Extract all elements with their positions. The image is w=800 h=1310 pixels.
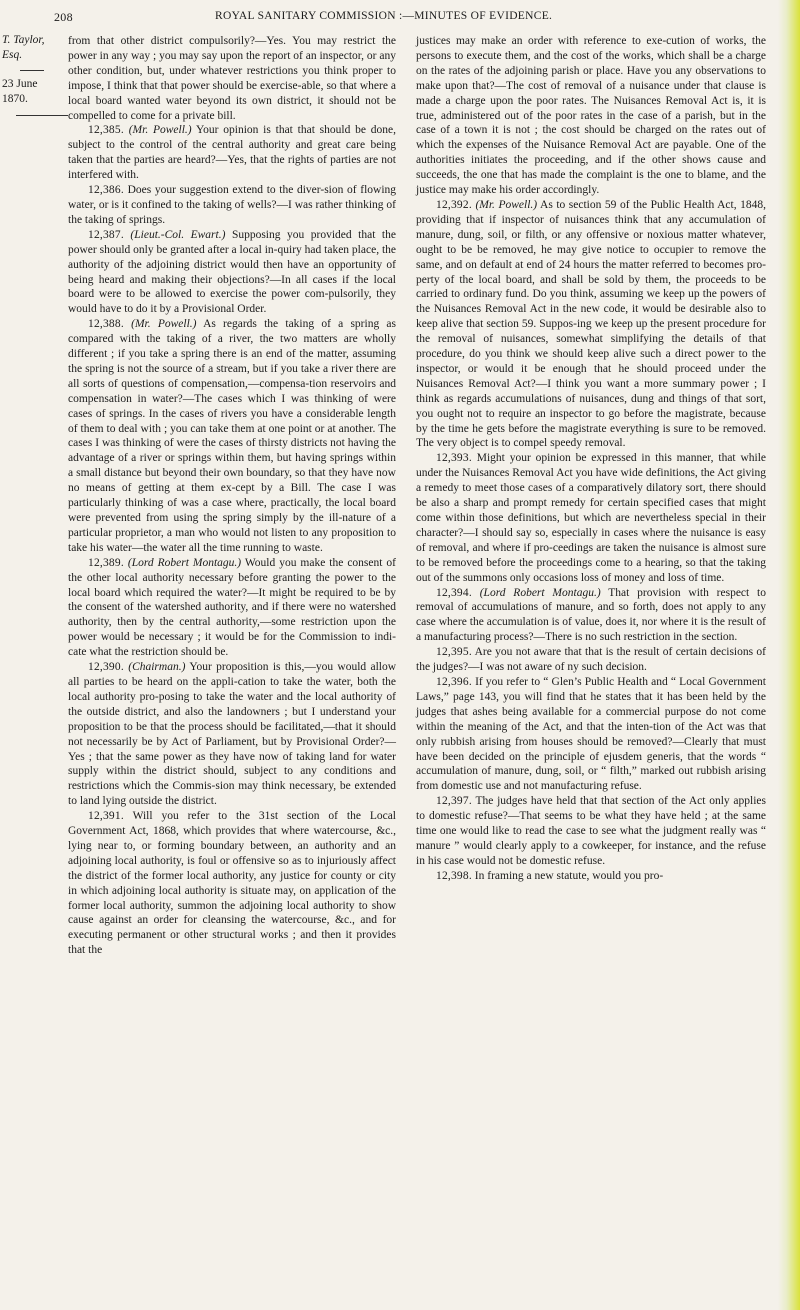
question-paragraph	[416, 869, 766, 884]
running-header	[0, 8, 800, 28]
question-paragraph	[68, 228, 396, 317]
speaker-name: (Mr. Powell.)	[131, 318, 197, 331]
witness-name: T. Taylor, Esq.	[2, 34, 45, 61]
question-number: 12,398.	[436, 869, 472, 882]
paragraph-text: Might your opinion be expressed in this manner, that while under the Nuisances Removal Act you have wide definitions, the Act giving a remedy to meet those cases of a comparatively dilatory sort, there should be also a sharp and prompt remedy for certain specified cases that might come within those definitions, but which are nevertheless special in their character?—I should say so, especially in cases where the nuisance is easy of removal, and where if pro-ceedings are taken the nuisance is almost sure to be removed before the proceedings come to a hearing, so that the taking out of the summons only occasions loss of money and loss of time.	[416, 452, 767, 584]
speaker-name: (Mr. Powell.)	[475, 198, 538, 211]
question-paragraph	[416, 586, 766, 646]
question-number: 12,389.	[88, 556, 124, 569]
question-paragraph	[416, 645, 766, 675]
question-number: 12,391.	[88, 810, 124, 823]
speaker-name: (Chairman.)	[128, 661, 186, 674]
question-number: 12,390.	[88, 661, 124, 674]
paragraph-text: Your opinion is that that should be done, subject to the control of the central authority and great care being taken that the parties are heard?—Yes, that the rights of parties are not interfered with.	[68, 124, 397, 182]
question-paragraph	[68, 660, 396, 809]
question-paragraph	[68, 123, 396, 183]
margin-note	[2, 33, 66, 116]
paragraph-text: As regards the taking of a spring as compared with the taking of a river, the two matters are wholly different ; if you take a spring there is an end of the matter, assuming the spring is not the source of a stream, but if you take a river there are all sorts of questions of compensation,—compensa-tion reservoirs and compensation in water?—The cases which I was thinking of were cases of springs. In the cases of rivers you have a considerable length of them to deal with ; you can take them at one point or at another. The cases I was thinking of were the cases of thirsty districts not having the advantage of a river or springs within them, but having springs within a small distance but beyond their own boundary, so that they have now no means of getting at them ex-cept by a Bill. The case I was particularly thinking of was a case where, practically, the local board were prevented from using the spring simply by the ill-nature of a particular proprietor, a man who would not listen to any proposition to take his water—the water all the time running to waste.	[68, 318, 396, 554]
speaker-name: (Lord Robert Montagu.)	[479, 586, 601, 599]
paragraph-text: justices may make an order with reference to exe-cution of works, the persons to execute them, and the cost of the works, which shall be a charge on the rates of the adjoining parish or place. Have you any observations to make upon that?—The cost of removal of a nuisance under that clause is made a charge upon the poor rates. The Nuisances Removal Act is, it is true, administered out of the poor rates in the case of a parish, but in the case of a town it is not ; the cost should be charged on the rates out of which the expenses of the Nuisance Removal Act are payable. One of the authorities initiates the proceeding, and if the other shows cause and succeeds, the one that has made the complaint is the one to blame, and the justice may make his order accordingly.	[416, 35, 766, 197]
paragraph-text: The judges have held that that section of the Act only applies to domestic refuse?—That seems to be what they have held ; at the same time one would like to read the case to see what the judgment really was “ manure ” would clearly apply to a cowkeeper, for instance, and the refuse in his case would not be domestic refuse.	[416, 795, 766, 867]
paragraph-text: As to section 59 of the Public Health Act, 1848, providing that if inspector of nuisances think that any accumulation of manure, dung, soil, or filth, or any offensive or noxious matter whatever, ought to be be removed, he may give notice to occupier to remove the same, and on default at end of 24 hours the matter referred to becomes pro-perty of the local board, and shall be sold by them, the proceeds to be carried to ordinary fund. Do you think, assuming we keep up the powers of the Nuisances Removal Act in the new code, it would be desirable also to keep alive that section 59. Suppos-ing we keep up the present procedure for the removal of nuisances, somewhat simplifying the details of that procedure, do you think we should keep alive such a direct power to the inspector, or would it be enough that he should proceed under the Nuisances Removal Act?—I think you want a more summary power ; I think as regards accumulations of nuisances, dung and things of that sort, you ought not to require an inspector to go before the magistrate, because by the time he gets before the magistrate everything is sure to be removed. The very object is to compel speedy removal.	[416, 198, 766, 450]
right-column	[416, 34, 766, 884]
continued-paragraph	[68, 34, 396, 123]
paragraph-text: If you refer to “ Glen’s Public Health and “ Local Government Laws,” page 143, you will find that he states that it has been held by the judges that ashes being available for a commercial purpose do not come within the meaning of the Act, and that the inten-tion of the Act was that only rubbish arising from houses should be removed?—Clearly that must have been decided on the principle of ejusdem generis, that the words “ accumulation of manure, dung, soil, or “ filth,” marked out rubbish arising from domestic use and not manufacturing refuse.	[416, 675, 766, 793]
question-number: 12,388.	[88, 318, 124, 331]
question-number: 12,394.	[436, 586, 472, 599]
paragraph-text: Would you make the consent of the other local authority necessary before granting the power to the local board which required the water?—It might be required to be by the consent of the watershed authority, and if there were no watershed authority, then by the central authority,—some restriction upon the power would be necessary ; it would be for the Commission to indi-cate what the restriction should be.	[68, 556, 396, 659]
paragraph-text: from that other district compulsorily?—Yes. You may restrict the power in any way ; you may say upon the report of an inspector, or any other condition, but, under whatever restrictions you think proper to impose, I think that that power should be exercise-able, so that where a local board wanted water beyond its own district, it should not be compelled to come for a private bill.	[68, 35, 396, 122]
question-number: 12,395.	[436, 646, 472, 659]
running-title: ROYAL SANITARY COMMISSION :—MINUTES OF EVIDENCE.	[215, 10, 553, 22]
paragraph-text: Will you refer to the 31st section of the Local Government Act, 1868, which provides that where watercourse, &c., lying near to, or forming boundary between, an authority and an adjoining local authority, is foul or offensive so as to injuriously affect the district of the former local authority, any justice for county or city in which adjoining local authority is situate may, on application of the former local authority, summon the adjoining local authority to show cause against an order for cleansing the watercourse, &c., and for executing permanent or other structural works ; and then it provides that the	[68, 810, 396, 957]
paragraph-text: Your proposition is this,—you would allow all parties to be heard on the appli-cation to take the water, both the local authority pro-posing to take the water and the local authority of the outside district, and also the landowners ; but I understand your proposition to be that the process should be facilitated,—that it should not necessarily be by Act of Parliament, but by Provisional Order?—Yes ; that the same power as they have now of taking land for water supply within the district should, subject to any conditions and restrictions which the Commis-sion may think necessary, be extended to land lying outside the district.	[68, 661, 397, 808]
question-number: 12,387.	[88, 228, 124, 241]
question-paragraph	[416, 198, 766, 451]
speaker-name: (Lieut.-Col. Ewart.)	[130, 228, 226, 241]
question-paragraph	[416, 675, 766, 794]
question-paragraph	[68, 556, 396, 660]
question-paragraph	[68, 183, 396, 228]
margin-rule	[20, 70, 44, 71]
continued-paragraph	[416, 34, 766, 198]
question-paragraph	[416, 451, 766, 585]
paragraph-text: In framing a new statute, would you pro-	[474, 869, 664, 882]
question-number: 12,396.	[436, 675, 472, 688]
paragraph-text: That provision with respect to removal of accumulations of manure, and so forth, does not apply to any case where the accumulation is of value, does it, nor where it is the result of a manufacturing process?—There is no such restriction in the section.	[416, 586, 766, 644]
margin-rule	[16, 115, 68, 116]
speaker-name: (Mr. Powell.)	[128, 124, 192, 137]
paragraph-text: Are you not aware that that is the result of certain decisions of the judges?—I was not aware of ny such decision.	[416, 646, 766, 674]
page-number: 208	[54, 10, 73, 24]
paragraph-text: Supposing you provided that the power should only be granted after a local in-quiry had taken place, the authority of the adjoining district would then have an opportunity of being heard and making their objections?—In all cases if the local board were to be allowed to exercise the power com-pulsorily, they would have to do it by a Provisional Order.	[68, 228, 396, 316]
question-number: 12,397.	[436, 795, 472, 808]
question-paragraph	[68, 809, 396, 958]
question-paragraph	[416, 794, 766, 869]
question-number: 12,386.	[88, 184, 124, 197]
left-column	[68, 34, 396, 958]
paragraph-text: Does your suggestion extend to the diver-sion of flowing water, or is it confined to the taking of wells?—I was rather thinking of the taking of springs.	[68, 184, 397, 226]
question-number: 12,385.	[88, 124, 124, 137]
question-paragraph	[68, 317, 396, 556]
question-number: 12,392.	[436, 198, 472, 211]
speaker-name: (Lord Robert Montagu.)	[127, 556, 242, 569]
evidence-date: 23 June 1870.	[2, 78, 38, 105]
question-number: 12,393.	[436, 452, 472, 465]
page-edge	[778, 0, 800, 1310]
